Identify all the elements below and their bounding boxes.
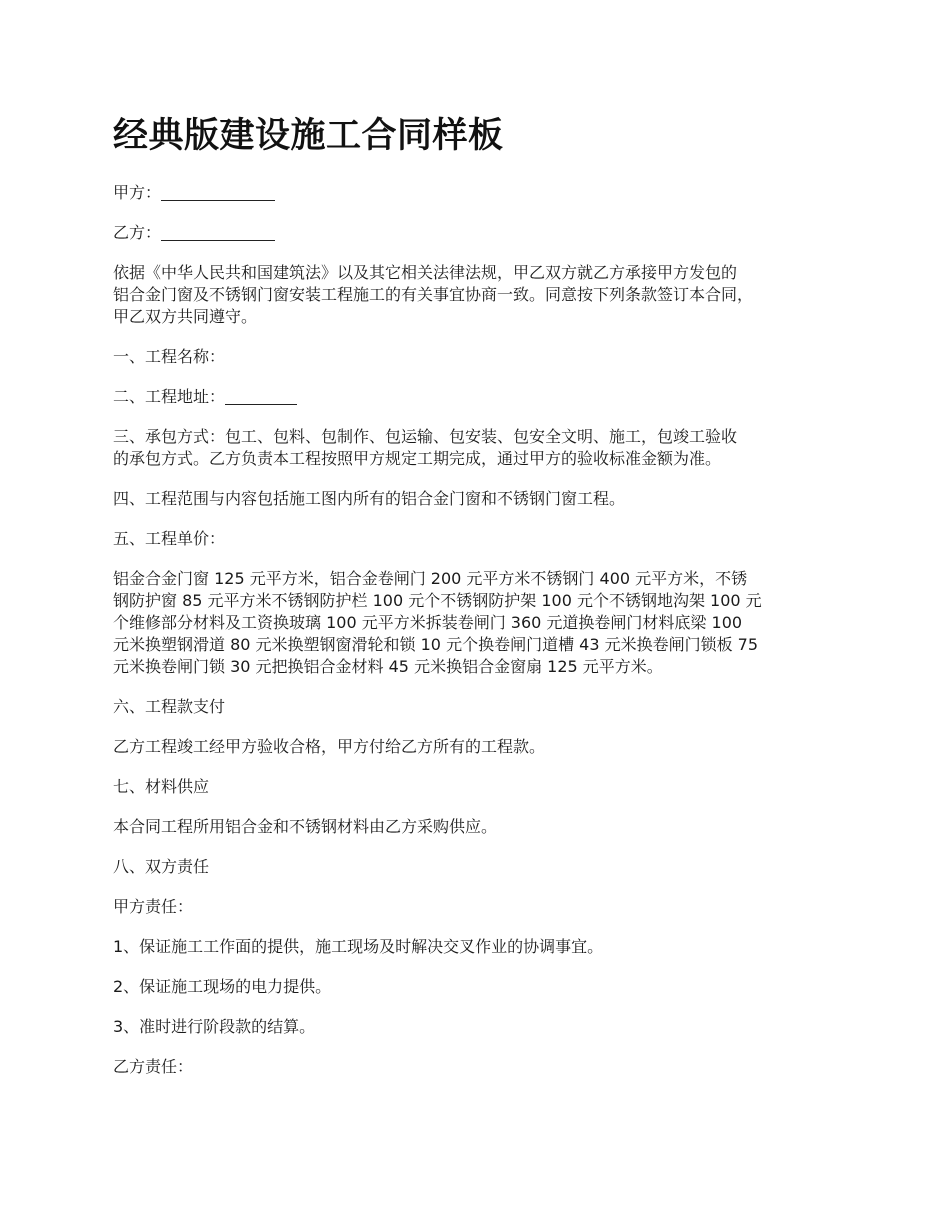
party-a-blank [161, 184, 275, 201]
intro-line: 铝合金门窗及不锈钢门窗安装工程施工的有关事宜协商一致。同意按下列条款签订本合同， [113, 285, 754, 304]
section-2-label: 二、工程地址： [113, 387, 226, 406]
section-8-responsibilities: 八、双方责任 [113, 857, 210, 876]
party-a-line [113, 182, 853, 204]
price-line: 元米换卷闸门锁 30 元把换铝合金材料 45 元米换铝合金窗扇 125 元平方米。 [113, 657, 663, 676]
party-b-label: 乙方： [113, 223, 162, 242]
party-a-label: 甲方： [113, 183, 162, 202]
intro-line: 依据《中华人民共和国建筑法》以及其它相关法律法规，甲乙双方就乙方承接甲方发包的 [113, 263, 738, 282]
price-list-paragraph [113, 568, 853, 678]
party-b-responsibility-label: 乙方责任： [113, 1057, 194, 1076]
party-a-responsibility-item: 3、准时进行阶段款的结算。 [113, 1017, 316, 1036]
price-line: 铝金合金门窗 125 元平方米，铝合金卷闸门 200 元平方米不锈钢门 400 元平方米，不锈 [113, 569, 748, 588]
intro-line: 甲乙双方共同遵守。 [113, 307, 258, 326]
section-5-unit-price: 五、工程单价： [113, 529, 226, 548]
section-3-line: 的承包方式。乙方负责本工程按照甲方规定工期完成，通过甲方的验收标准金额为准。 [113, 449, 722, 468]
section-1-project-name: 一、工程名称： [113, 347, 226, 366]
party-a-responsibility-item: 1、保证施工工作面的提供，施工现场及时解决交叉作业的协调事宜。 [113, 937, 604, 956]
section-6-text: 乙方工程竣工经甲方验收合格，甲方付给乙方所有的工程款。 [113, 737, 546, 756]
section-6-payment: 六、工程款支付 [113, 697, 226, 716]
price-line: 钢防护窗 85 元平方米不锈钢防护栏 100 元个不锈钢防护架 100 元个不锈钢地沟架 100 元 [113, 591, 762, 610]
price-line: 个维修部分材料及工资换玻璃 100 元平方米拆装卷闸门 360 元道换卷闸门材料底梁 100 [113, 613, 743, 632]
document-page [113, 112, 853, 1096]
document-title: 经典版建设施工合同样板 [113, 116, 504, 156]
project-address-blank [225, 388, 297, 405]
section-4-scope: 四、工程范围与内容包括施工图内所有的铝合金门窗和不锈钢门窗工程。 [113, 489, 626, 508]
section-3-line: 三、承包方式：包工、包料、包制作、包运输、包安装、包安全文明、施工，包竣工验收 [113, 427, 738, 446]
party-a-responsibility-item: 2、保证施工现场的电力提供。 [113, 977, 332, 996]
intro-paragraph [113, 262, 853, 328]
party-b-line [113, 222, 853, 244]
section-2-project-address [113, 386, 853, 408]
party-a-responsibility-label: 甲方责任： [113, 897, 194, 916]
party-b-blank [161, 224, 275, 241]
section-7-text: 本合同工程所用铝合金和不锈钢材料由乙方采购供应。 [113, 817, 498, 836]
section-7-materials: 七、材料供应 [113, 777, 210, 796]
price-line: 元米换塑钢滑道 80 元米换塑钢窗滑轮和锁 10 元个换卷闸门道槽 43 元米换卷闸门锁板 75 [113, 635, 759, 654]
section-3-contract-mode [113, 426, 853, 470]
